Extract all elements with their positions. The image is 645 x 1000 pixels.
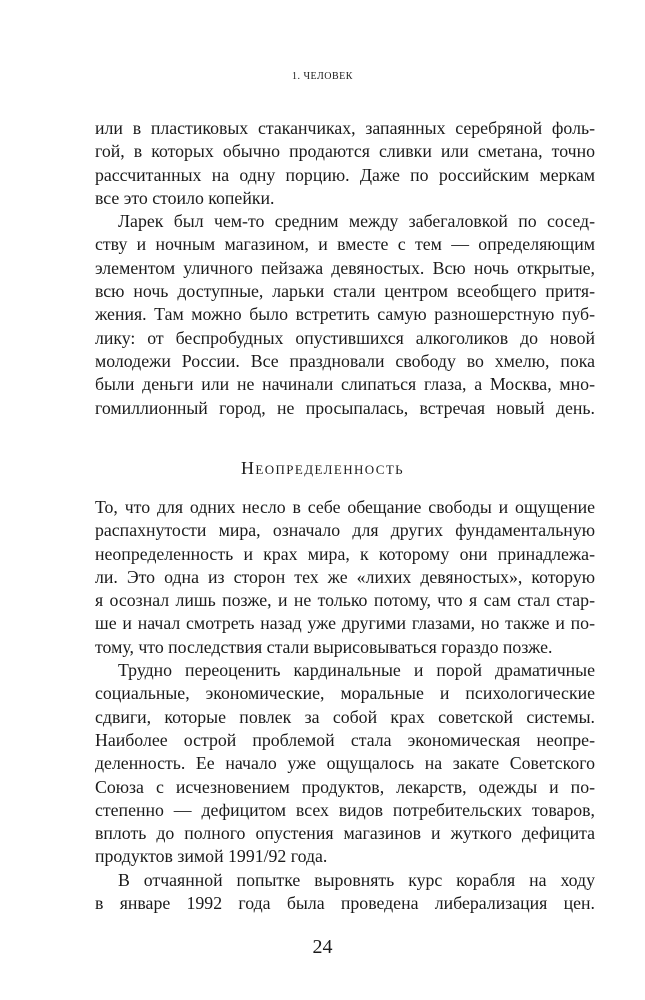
running-head: 1. ЧЕЛОВЕК (292, 71, 353, 82)
text-line: рассчитанных на одну порцию. Даже по российским меркам (95, 164, 595, 185)
text-line: вплоть до полного опустения магазинов и жуткого дефицита (95, 823, 595, 844)
text-line: все это стоило копейки. (95, 187, 275, 208)
paragraph (95, 496, 595, 659)
text-line: элементом уличного пейзажа девяностых. Всю ночь открытые, (95, 257, 595, 278)
text-line: То, что для одних несло в себе обещание свободы и ощущение (95, 497, 595, 517)
text-line: ли. Это одна из сторон тех же «лихих девяностых», которую (95, 566, 595, 587)
text-block-bottom (95, 496, 595, 915)
text-line: продуктов зимой 1991/92 года. (95, 846, 328, 867)
text-line: я осознал лишь позже, и не только потому, что я сам стал стар- (95, 590, 595, 611)
text-line: или в пластиковых стаканчиках, запаянных серебряной фоль- (95, 118, 595, 138)
text-line: гомиллионный город, не просыпалась, встречая новый день. (95, 397, 595, 418)
text-line: В отчаянной попытке выровнять курс корабля на ходу (118, 869, 595, 890)
text-line: жения. Там можно было встретить самую разношерстную пуб- (95, 304, 595, 325)
text-line: социальные, экономические, моральные и психологические (95, 683, 595, 704)
section-heading: Неопределенность (240, 458, 405, 478)
text-line: неопределенность и крах мира, к которому они принадлежа- (95, 543, 595, 564)
text-line: деленность. Ее начало уже ощущалось на закате Советского (95, 753, 595, 774)
text-line: степенно — дефицитом всех видов потребительских товаров, (95, 799, 595, 820)
text-line: Ларек был чем-то средним между забегаловкой по сосед- (118, 211, 595, 232)
paragraph (95, 210, 595, 420)
text-line: в январе 1992 года была проведена либерализация цен. (95, 893, 595, 914)
paragraph (95, 869, 595, 916)
text-line: всю ночь доступные, ларьки стали центром всеобщего притя- (95, 281, 595, 302)
text-line: сдвиги, которые повлек за собой крах советской системы. (95, 706, 595, 727)
paragraph (95, 117, 595, 210)
text-line: были деньги или не начинали слипаться глаза, а Москва, мно- (95, 374, 595, 395)
paragraph (95, 659, 595, 869)
text-line: Союза с исчезновением продуктов, лекарств, одежды и по- (95, 776, 595, 797)
text-line: тому, что последствия стали вырисовываться гораздо позже. (95, 636, 553, 657)
text-line: распахнутости мира, означало для других фундаментальную (95, 520, 595, 541)
text-block-top (95, 117, 595, 420)
text-line: ше и начал смотреть назад уже другими глазами, но также и по- (95, 613, 595, 634)
text-line: ству и ночным магазином, и вместе с тем — определяющим (95, 234, 595, 255)
text-line: Трудно переоценить кардинальные и порой драматичные (118, 660, 595, 681)
page-number: 24 (312, 936, 333, 958)
text-line: лику: от беспробудных опустившихся алкоголиков до новой (95, 327, 595, 348)
text-line: молодежи России. Все праздновали свободу во хмелю, пока (95, 350, 595, 371)
text-line: Наиболее острой проблемой стала экономическая неопре- (95, 729, 595, 750)
text-line: гой, в которых обычно продаются сливки или сметана, точно (95, 141, 595, 162)
